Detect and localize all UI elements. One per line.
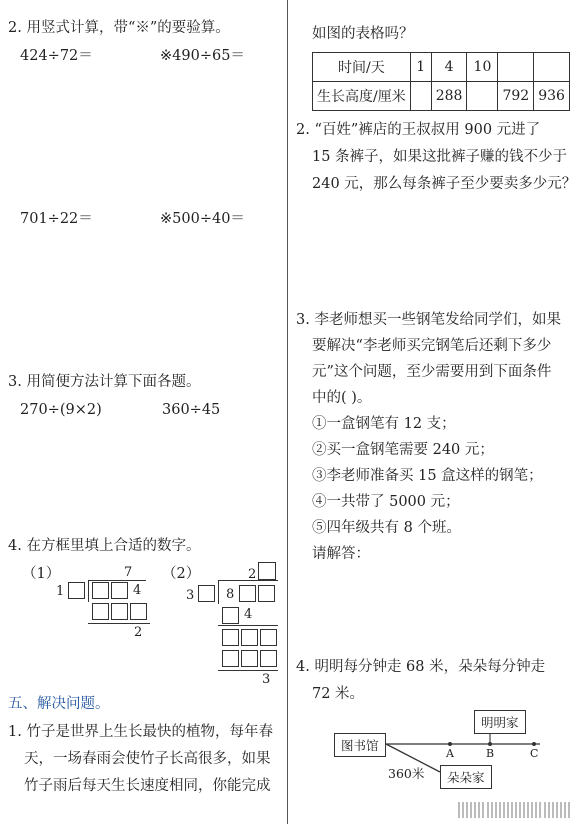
growth-table [312,52,570,111]
problem-3-line-2: 要解决“李老师买完钢笔后还剩下多少 [312,338,552,354]
problem-3-line-3: 元”这个问题，至少需要用到下面条件 [312,364,552,380]
q4-p2-dividend-digit: 8 [226,587,235,602]
q4-p2-box-s3[interactable] [260,650,277,667]
q2-item-3: 701÷22＝ [20,211,93,227]
table-cell [410,82,431,111]
q2-item-1: 424÷72＝ [20,48,93,64]
watermark-image [458,802,570,818]
section-5-title: 五、解决问题。 [8,696,110,712]
library-label: 图书馆 [334,733,386,757]
q3-item-2: 360÷45 [162,402,221,418]
q4-p1-dividend-digit: 4 [133,583,142,598]
point-b-label: B [486,747,495,760]
condition-1: ①一盒钢笔有 12 支； [312,416,456,432]
column-divider [287,0,288,824]
table-cell [467,82,498,111]
condition-5: ⑤四年级共有 8 个班。 [312,520,461,536]
problem-1-line-1: 1. 竹子是世界上生长最快的植物，每年春 [8,724,273,740]
condition-4: ④一共带了 5000 元； [312,494,460,510]
problem-1-line-3: 竹子雨后每天生长速度相同，你能完成 [24,778,271,794]
table-cell: 288 [431,82,467,111]
q4-p1-bracket [88,580,89,602]
table-cell: 1 [410,53,431,82]
q4-p2-box-divisor[interactable] [198,585,215,602]
problem-2-line-2: 15 条裤子，如果这批裤子赚的钱不少于 [312,149,568,165]
table-row [313,53,570,82]
q4-p1-remainder: 2 [134,625,143,640]
mingming-home-label: 明明家 [474,710,526,734]
answer-prompt: 请解答： [312,546,370,562]
q4-p2-box-r1[interactable] [222,629,239,646]
q4-p2-label: （2） [162,566,201,582]
q4-p2-partial-digit: 4 [244,607,253,622]
condition-3: ③李老师准备买 15 盒这样的钢笔； [312,468,543,484]
q4-p2-quotient-digit: 2 [248,567,257,582]
table-cell: 时间/天 [313,53,411,82]
q4-p1-quotient: 7 [124,565,133,580]
q4-p2-remainder: 3 [262,672,271,687]
q4-p2-divisor-digit: 3 [186,588,195,603]
q4-p1-box-d1[interactable] [92,582,109,599]
point-a-label: A [446,747,454,760]
q4-p2-box-s2[interactable] [241,650,258,667]
q4-p1-label: （1） [22,566,61,582]
table-cell [498,53,534,82]
q4-title: 4. 在方框里填上合适的数字。 [8,538,201,554]
table-cell: 10 [467,53,498,82]
q4-p2-box-s1[interactable] [222,650,239,667]
problem-1-line-2: 天，一场春雨会使竹子长高很多，如果 [24,751,271,767]
q4-p1-divisor-digit: 1 [56,584,65,599]
point-c-label: C [530,747,539,760]
q4-p1-box-p1[interactable] [92,603,109,620]
problem-4-line-2: 72 米。 [312,686,365,702]
q4-p2-box-d3[interactable] [258,585,275,602]
q2-item-4: ※500÷40＝ [160,211,245,227]
table-cell: 936 [534,82,570,111]
table-row [313,82,570,111]
q4-p2-subtract-line-1 [218,625,278,626]
q4-p2-box-r3[interactable] [260,629,277,646]
problem-4-line-1: 4. 明明每分钟走 68 米，朵朵每分钟走 [296,659,546,675]
table-cell: 792 [498,82,534,111]
q4-p2-box-q[interactable] [258,562,276,580]
problem-2-line-1: 2. “百姓”裤店的王叔叔用 900 元进了 [296,122,541,138]
problem-2-line-3: 240 元，那么每条裤子至少要卖多少元？ [312,176,577,192]
distance-label: 360米 [388,766,425,781]
duoduo-home-label: 朵朵家 [440,765,492,789]
q2-title: 2. 用竖式计算，带“※”的要验算。 [8,20,230,36]
condition-2: ②买一盒钢笔需要 240 元； [312,442,494,458]
q4-p1-box-p3[interactable] [130,603,147,620]
q3-title: 3. 用简便方法计算下面各题。 [8,374,201,390]
q4-p2-box-p1[interactable] [222,607,239,624]
table-cell: 4 [431,53,467,82]
table-cell: 生长高度/厘米 [313,82,411,111]
q4-p2-bracket [218,580,219,604]
problem-3-line-4: 中的( )。 [312,390,372,406]
q3-item-1: 270÷(9×2) [20,402,102,418]
problem-1-continued: 如图的表格吗？ [312,26,414,42]
q2-item-2: ※490÷65＝ [160,48,245,64]
q4-p2-division-bar [218,580,278,581]
q4-p2-box-d2[interactable] [239,585,256,602]
problem-3-line-1: 3. 李老师想买一些钢笔发给同学们，如果 [296,312,561,328]
table-cell [534,53,570,82]
q4-p1-box-divisor[interactable] [68,582,85,599]
q4-p1-box-d2[interactable] [111,582,128,599]
q4-p1-box-p2[interactable] [111,603,128,620]
q4-p2-box-r2[interactable] [241,629,258,646]
